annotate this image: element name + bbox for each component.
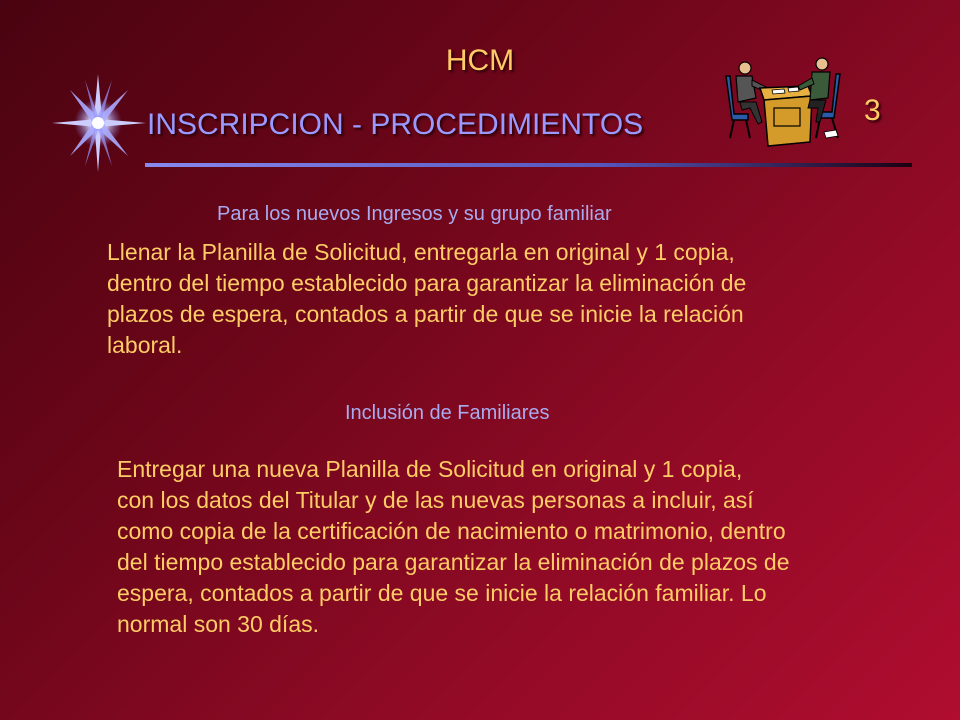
body-line: plazos de espera, contados a partir de que se inicie la relación bbox=[107, 301, 744, 327]
body-line: dentro del tiempo establecido para garantizar la eliminación de bbox=[107, 270, 747, 296]
body-line: con los datos del Titular y de las nuevas personas a incluir, así bbox=[117, 487, 754, 513]
slide-title: HCM bbox=[445, 44, 515, 77]
section-heading-family-inclusion: Inclusión de Familiares bbox=[345, 402, 550, 424]
title-divider bbox=[145, 163, 912, 167]
slide-number: 3 bbox=[864, 94, 881, 127]
body-line: Entregar una nueva Planilla de Solicitud en original y 1 copia, bbox=[117, 456, 743, 482]
section-body-new-entries bbox=[107, 237, 857, 361]
body-line: laboral. bbox=[107, 332, 183, 358]
section-heading-new-entries: Para los nuevos Ingresos y su grupo familiar bbox=[217, 203, 612, 225]
body-line: normal son 30 días. bbox=[117, 611, 320, 637]
body-line: del tiempo establecido para garantizar la eliminación de plazos de bbox=[117, 549, 790, 575]
sparkle-star-icon bbox=[50, 68, 150, 178]
body-line: como copia de la certificación de nacimiento o matrimonio, dentro bbox=[117, 518, 786, 544]
body-line: espera, contados a partir de que se inicie la relación familiar. Lo bbox=[117, 580, 767, 606]
slide-subtitle: INSCRIPCION - PROCEDIMIENTOS bbox=[147, 108, 644, 141]
meeting-clipart-icon bbox=[712, 46, 852, 150]
section-body-family-inclusion bbox=[117, 454, 907, 640]
body-line: Llenar la Planilla de Solicitud, entregarla en original y 1 copia, bbox=[107, 239, 735, 265]
